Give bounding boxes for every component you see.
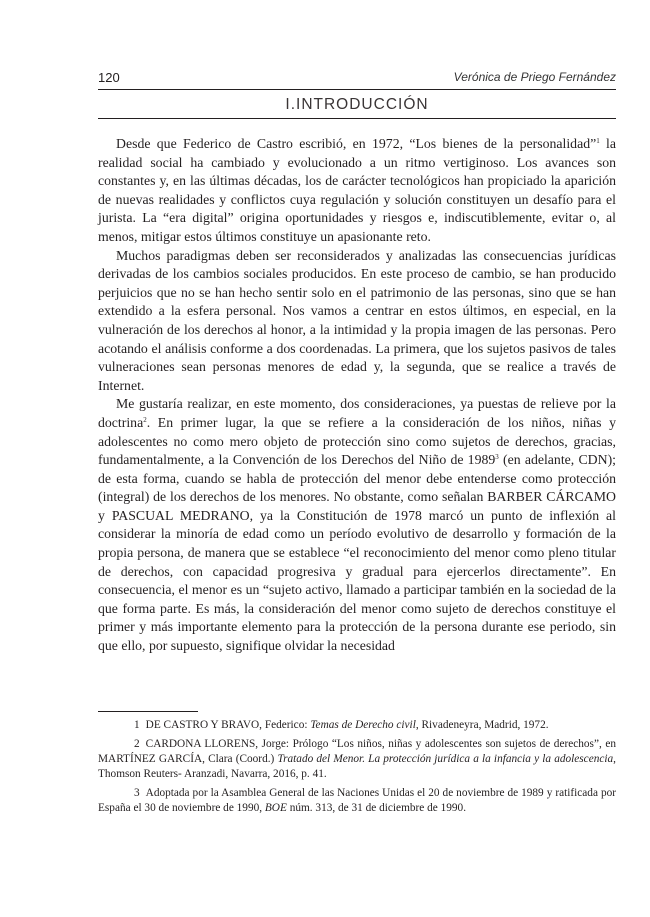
page-number: 120 xyxy=(98,70,120,85)
footnote-text: Adoptada por la Asamblea General de las Naciones Unidas el 20 de noviembre de 1989 y ratificada por España el 30 de noviembre de 1990, xyxy=(98,787,616,814)
header-rule xyxy=(98,89,616,90)
paragraph-3-text-end: (en adelante, CDN); de esta forma, cuando se habla de protección del menor debe entenderse como protección (integral) de los derechos de los menores. No obstante, como señalan BARBER CÁRCAMO y PASCUAL MEDRANO, ya la Constitución de 1978 marcó un punto de inflexión al considerar la minoría de edad como un período evolutivo de desarrollo y formación de la propia persona, de manera que se establece “el reconocimiento del menor como pleno titular de derechos, con capacidad progresiva y gradual para ejercerlos directamente”. En consecuencia, el menor es un “sujeto activo, llamado a participar también en la sociedad de la que forma parte. Es más, la consideración del menor como sujeto de derechos constituye el primer y más importante elemento para la protección de la persona durante ese periodo, sin que ello, por supuesto, signifique olvidar la necesidad xyxy=(98,452,616,654)
paragraph-3-text-cont: . En primer lugar, la que se refiere a la consideración de los niños, niñas y adolescentes no como mero objeto de protección sino como sujetos de derechos, gracias, fundamentalmente, a la Convención de los Derechos del Niño de 1989 xyxy=(98,414,616,468)
footnote-rule xyxy=(98,711,198,712)
paragraph-3-text: Me gustaría realizar, en este momento, dos consideraciones, ya puestas de relieve por la doctrina xyxy=(98,396,616,430)
paragraph-1 xyxy=(98,135,616,247)
paragraph-1-text: Desde que Federico de Castro escribió, en 1972, “Los bienes de la personalidad” xyxy=(116,136,597,151)
body-text xyxy=(98,135,616,656)
footnote-text-end: núm. 313, de 31 de diciembre de 1990. xyxy=(286,802,467,814)
footnote-2 xyxy=(98,737,616,782)
footnote-ref-1[interactable]: 1 xyxy=(596,137,600,145)
footnote-number: 2 xyxy=(134,738,140,750)
running-header xyxy=(98,70,616,90)
footnote-ref-3[interactable]: 3 xyxy=(495,453,499,462)
title-rule xyxy=(98,118,616,119)
section-title: I.INTRODUCCIÓN xyxy=(285,96,429,113)
paragraph-3 xyxy=(98,395,616,655)
footnote-text: DE CASTRO Y BRAVO, Federico: xyxy=(145,719,311,731)
footnote-text-end: , Rivadeneyra, Madrid, 1972. xyxy=(415,719,549,731)
footnotes xyxy=(98,718,616,820)
footnote-1 xyxy=(98,718,616,733)
running-header-author: Verónica de Priego Fernández xyxy=(453,70,616,84)
footnote-italic: BOE xyxy=(264,802,287,814)
footnote-text: CARDONA LLORENS, Jorge: Prólogo “Los niños, niñas y adolescentes son sujetos de derechos”, en MARTÍNEZ GARCÍA, Clara (Coord.) xyxy=(98,738,616,765)
footnote-number: 3 xyxy=(134,787,140,799)
footnote-ref-2[interactable]: 2 xyxy=(143,415,147,424)
footnote-italic: Tratado del Menor. La protección jurídica a la infancia y la adolescencia xyxy=(277,753,614,765)
footnote-number: 1 xyxy=(134,719,140,731)
paragraph-1-text-cont: la realidad social ha cambiado y evolucionado a un ritmo vertiginoso. Los avances son constantes y, en las últimas décadas, los de carácter tecnológicos han propiciado la aparición de nuevas realidades y conflictos cuya regulación y solución constituyen un desafío para el jurista. La “era digital” origina oportunidades y riesgos e, indiscutiblemente, evitar o, al menos, mitigar estos últimos constituye un apasionante reto. xyxy=(98,136,616,244)
footnote-text-end: , Thomson Reuters- Aranzadi, Navarra, 2016, p. 41. xyxy=(98,753,616,780)
paragraph-2: Muchos paradigmas deben ser reconsiderados y analizadas las consecuencias jurídicas derivadas de los cambios sociales producidos. En este proceso de cambio, se han producido perjuicios que no se han hecho sentir solo en el patrimonio de las personas, sino que se han extendido a la esfera personal. Nos vamos a centrar en estos últimos, en especial, en la vulneración de los derechos al honor, a la intimidad y la propia imagen de las personas. Pero acotando el análisis conforme a dos coordenadas. La primera, que los sujetos pasivos de tales vulneraciones sean personas menores de edad y, la segunda, que se realice a través de Internet. xyxy=(98,247,616,393)
footnote-3 xyxy=(98,786,616,816)
footnote-italic: Temas de Derecho civil xyxy=(310,719,416,731)
